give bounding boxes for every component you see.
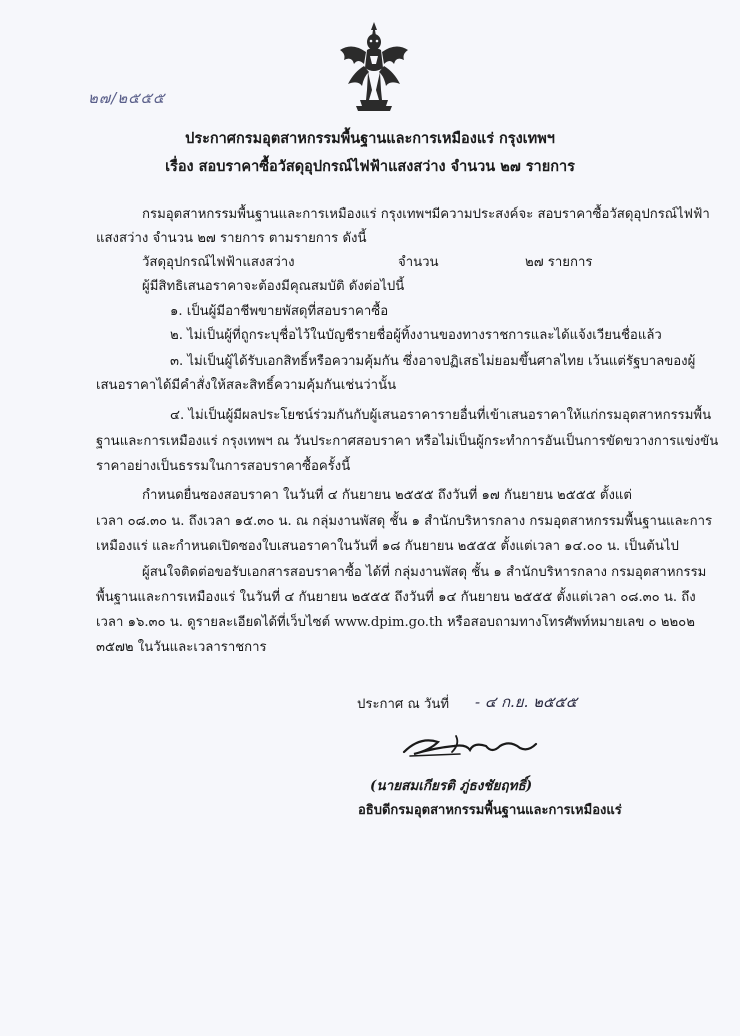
- qualification-4-line-3: ราคาอย่างเป็นธรรมในการสอบราคาซื้อครั้งนี้: [96, 459, 351, 474]
- qualification-3-line-1: ๓. ไม่เป็นผู้ได้รับเอกสิทธิ์หรือความคุ้มกัน ซึ่งอาจปฏิเสธไม่ยอมขึ้นศาลไทย เว้นแต่รัฐบาลของผู้: [170, 354, 696, 369]
- document-subject: เรื่อง สอบราคาซื้อวัสดุอุปกรณ์ไฟฟ้าแสงสว่าง จำนวน ๒๗ รายการ: [165, 158, 575, 175]
- document-title: ประกาศกรมอุตสาหกรรมพื้นฐานและการเหมืองแร่ กรุงเทพฯ: [185, 130, 555, 147]
- announce-date-value: - ๔ ก.ย. ๒๕๕๕: [475, 693, 578, 711]
- item-quantity-label: จำนวน: [398, 255, 439, 270]
- intro-line-1: กรมอุตสาหกรรมพื้นฐานและการเหมืองแร่ กรุงเทพฯมีความประสงค์จะ สอบราคาซื้อวัสดุอุปกรณ์ไฟฟ้า: [142, 207, 710, 222]
- qualification-4-line-1: ๔. ไม่เป็นผู้มีผลประโยชน์ร่วมกันกับผู้เสนอราคารายอื่นที่เข้าเสนอราคาให้แก่กรมอุตสาหกรรมพื้น: [170, 408, 712, 423]
- schedule-line-3: เหมืองแร่ และกำหนดเปิดซองใบเสนอราคาในวันที่ ๑๘ กันยายน ๒๕๕๕ ตั้งแต่เวลา ๑๔.๐๐ น. เป็นต้นไป: [96, 539, 679, 554]
- contact-line-4: ๓๕๗๒ ในวันและเวลาราชการ: [96, 640, 267, 655]
- qualification-4-line-2: ฐานและการเหมืองแร่ กรุงเทพฯ ณ วันประกาศสอบราคา หรือไม่เป็นผู้กระทำการอันเป็นการขัดขวางการแข่งขัน: [96, 434, 719, 449]
- qualification-3-line-2: เสนอราคาได้มีคำสั่งให้สละสิทธิ์ความคุ้มกันเช่นว่านั้น: [96, 378, 397, 393]
- announce-date-label: ประกาศ ณ วันที่: [357, 697, 450, 712]
- intro-line-2: แสงสว่าง จำนวน ๒๗ รายการ ตามรายการ ดังนี้: [96, 231, 367, 246]
- qualification-1: ๑. เป็นผู้มีอาชีพขายพัสดุที่สอบราคาซื้อ: [170, 304, 389, 319]
- handwritten-signature-icon: [400, 728, 540, 762]
- contact-line-1: ผู้สนใจติดต่อขอรับเอกสารสอบราคาซื้อ ได้ที่ กลุ่มงานพัสดุ ชั้น ๑ สำนักบริหารกลาง กรมอุตสาหกรรม: [142, 565, 707, 580]
- item-quantity-value: ๒๗ รายการ: [525, 255, 593, 270]
- qualification-2: ๒. ไม่เป็นผู้ที่ถูกระบุชื่อไว้ในบัญชีรายชื่อผู้ทิ้งงานของทางราชการและได้แจ้งเวียนชื่อแล้ว: [170, 328, 662, 343]
- contact-line-3: เวลา ๑๖.๓๐ น. ดูรายละเอียดได้ที่เว็บไซต์ www.dpim.go.th หรือสอบถามทางโทรศัพท์หมายเลข ๐ ๒๒๐๒: [96, 615, 695, 630]
- signer-title: อธิบดีกรมอุตสาหกรรมพื้นฐานและการเหมืองแร่: [358, 803, 622, 818]
- schedule-line-1: กำหนดยื่นซองสอบราคา ในวันที่ ๔ กันยายน ๒๕๕๕ ถึงวันที่ ๑๗ กันยายน ๒๕๕๕ ตั้งแต่: [142, 488, 632, 503]
- signer-name: (นายสมเกียรติ ภู่ธงชัยฤทธิ์): [370, 778, 533, 794]
- qualification-heading: ผู้มีสิทธิเสนอราคาจะต้องมีคุณสมบัติ ดังต่อไปนี้: [142, 279, 405, 294]
- garuda-emblem-icon: [336, 20, 412, 112]
- schedule-line-2: เวลา ๐๘.๓๐ น. ถึงเวลา ๑๕.๓๐ น. ณ กลุ่มงานพัสดุ ชั้น ๑ สำนักบริหารกลาง กรมอุตสาหกรรมพื้นฐานและการ: [96, 514, 713, 529]
- handwritten-reference-number: ๒๗/๒๕๕๕: [88, 89, 166, 107]
- contact-line-2: พื้นฐานและการเหมืองแร่ ในวันที่ ๔ กันยายน ๒๕๕๕ ถึงวันที่ ๑๔ กันยายน ๒๕๕๕ ตั้งแต่เวลา ๐๘.๓๐ น. ถึง: [96, 590, 696, 605]
- item-name: วัสดุอุปกรณ์ไฟฟ้าแสงสว่าง: [142, 255, 295, 270]
